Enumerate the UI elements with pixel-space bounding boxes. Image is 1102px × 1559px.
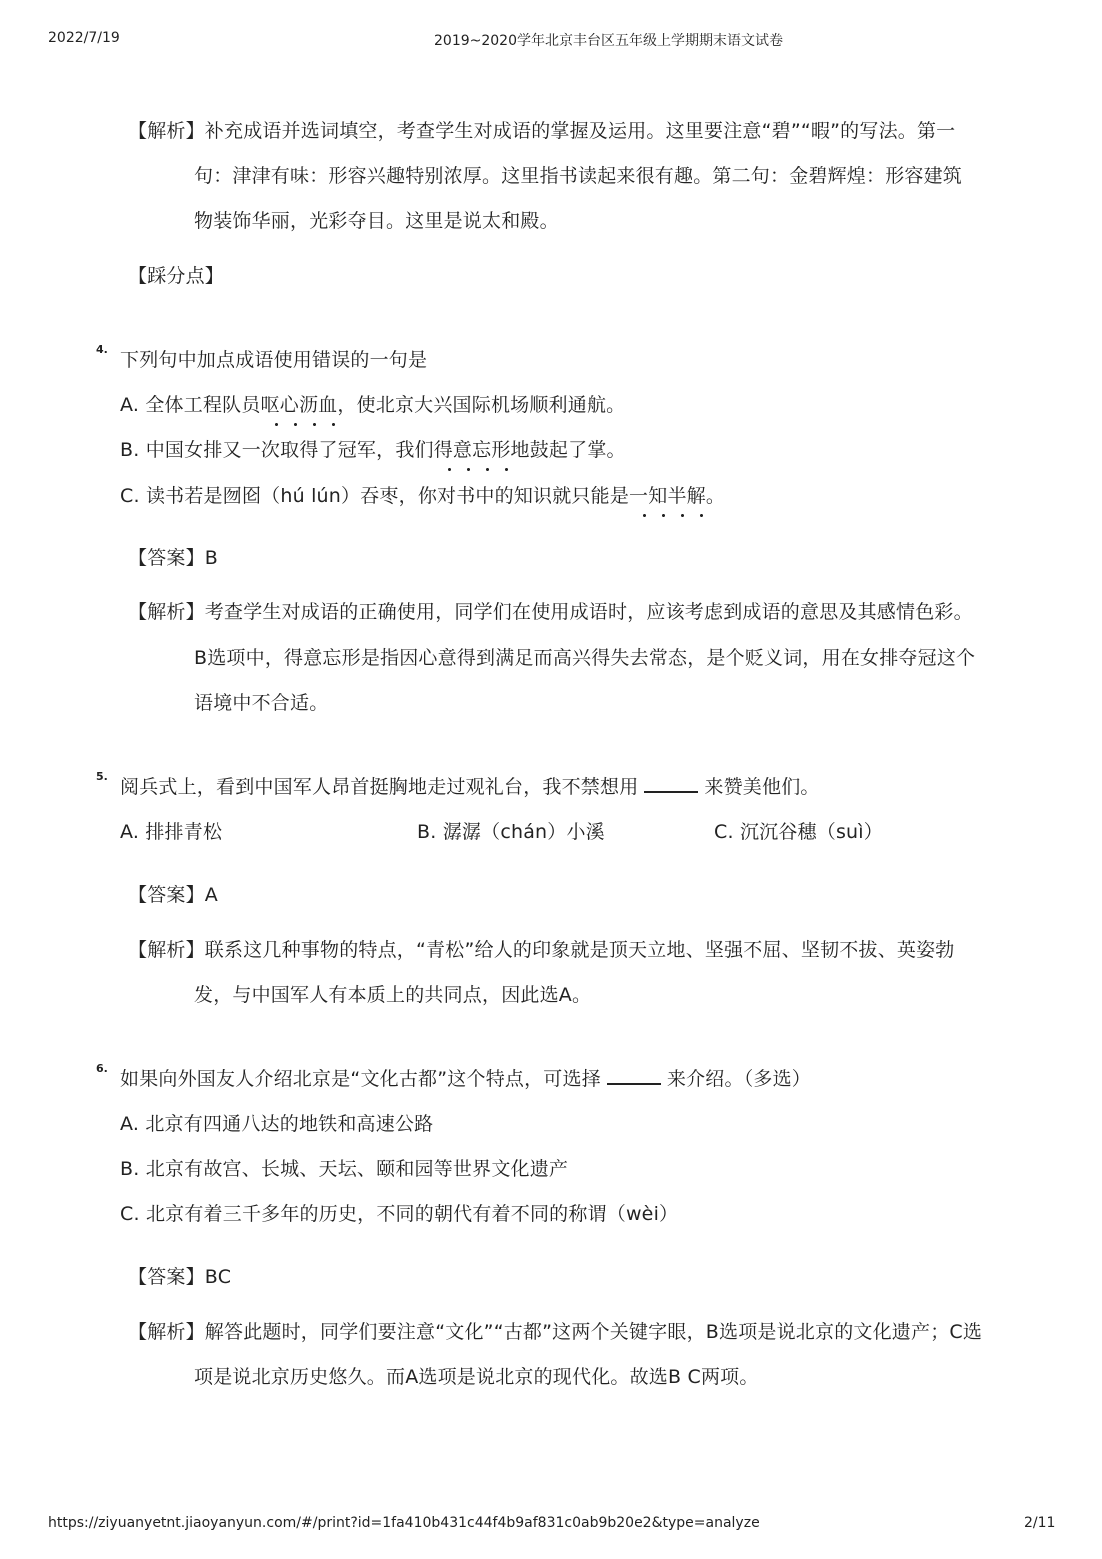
q5-option-c: C. 沉沉谷穗（suì） (714, 821, 883, 843)
q6-answer: 【答案】BC (128, 1266, 232, 1288)
q4-analysis-line-3: 语境中不合适。 (194, 692, 329, 714)
q4-option-a-idiom: 呕心沥血 (260, 394, 338, 416)
q4-stem: 下列句中加点成语使用错误的一句是 (120, 349, 428, 371)
q6-option-a: A. 北京有四通八达的地铁和高速公路 (120, 1113, 434, 1135)
page-number: 2/11 (1024, 1515, 1056, 1531)
q6-number: 6. (96, 1062, 108, 1075)
q5-analysis-line-2: 发，与中国军人有本质上的共同点，因此选A。 (194, 984, 592, 1006)
q6-fill-blank (607, 1069, 661, 1085)
q4-answer: 【答案】B (128, 547, 219, 569)
q6-stem-post: 来介绍。（多选） (666, 1068, 811, 1090)
q4-option-c (120, 481, 725, 508)
q4-option-b-text-post: 地鼓起了掌。 (510, 439, 626, 461)
q6-stem (120, 1064, 811, 1091)
q4-option-c-text-post: 。 (705, 485, 726, 507)
page-title: 2019~2020学年北京丰台区五年级上学期期末语文试卷 (434, 33, 783, 49)
q5-option-b: B. 潺潺（chán）小溪 (417, 821, 605, 843)
q6-stem-pre: 如果向外国友人介绍北京是“文化古都”这个特点，可选择 (120, 1068, 601, 1090)
footer-url[interactable]: https://ziyuanyetnt.jiaoyanyun.com/#/print?id=1fa410b431c44f4b9af831c0ab9b20e2&type=analyze (48, 1515, 760, 1531)
q3-scoring-points: 【踩分点】 (128, 265, 225, 287)
q4-option-b-idiom: 得意忘形 (433, 439, 511, 461)
q4-option-b-text-pre: B. 中国女排又一次取得了冠军，我们 (120, 439, 434, 461)
q4-option-a-text-post: ，使北京大兴国际机场顺利通航。 (337, 394, 626, 416)
q3-analysis-line-1: 【解析】补充成语并选词填空，考查学生对成语的掌握及运用。这里要注意“碧”“暇”的写法。第一 (128, 120, 956, 142)
q4-number: 4. (96, 343, 108, 356)
print-date: 2022/7/19 (48, 30, 120, 46)
q4-option-a (120, 390, 625, 417)
q6-option-b: B. 北京有故宫、长城、天坛、颐和园等世界文化遗产 (120, 1158, 569, 1180)
q4-option-c-idiom: 一知半解 (629, 485, 706, 507)
q4-option-b (120, 435, 626, 462)
q5-stem-pre: 阅兵式上，看到中国军人昂首挺胸地走过观礼台，我不禁想用 (120, 776, 639, 798)
q3-analysis-line-2: 句：津津有味：形容兴趣特别浓厚。这里指书读起来很有趣。第二句：金碧辉煌：形容建筑 (194, 165, 963, 187)
q5-option-a: A. 排排青松 (120, 821, 223, 843)
q6-analysis-line-2: 项是说北京历史悠久。而A选项是说北京的现代化。故选B C两项。 (194, 1366, 759, 1388)
q5-fill-blank (644, 777, 698, 793)
q5-stem-post: 来赞美他们。 (704, 776, 820, 798)
q5-analysis-line-1: 【解析】联系这几种事物的特点，“青松”给人的印象就是顶天立地、坚强不屈、坚韧不拔、英姿勃 (128, 939, 955, 961)
q4-analysis-line-2: B选项中，得意忘形是指因心意得到满足而高兴得失去常态，是个贬义词，用在女排夺冠这个 (194, 647, 976, 669)
q5-number: 5. (96, 770, 108, 783)
q4-analysis-line-1: 【解析】考查学生对成语的正确使用，同学们在使用成语时，应该考虑到成语的意思及其感情色彩。 (128, 601, 973, 623)
q5-answer: 【答案】A (128, 884, 218, 906)
q4-option-c-text-pre: C. 读书若是囫囵（hú lún）吞枣，你对书中的知识就只能是 (120, 485, 630, 507)
q6-analysis-line-1: 【解析】解答此题时，同学们要注意“文化”“古都”这两个关键字眼，B选项是说北京的文化遗产；C选 (128, 1321, 983, 1343)
q4-option-a-text-pre: A. 全体工程队员 (120, 394, 261, 416)
q6-option-c: C. 北京有着三千多年的历史，不同的朝代有着不同的称谓（wèi） (120, 1203, 679, 1225)
q3-analysis-line-3: 物装饰华丽，光彩夺目。这里是说太和殿。 (194, 210, 559, 232)
q5-stem (120, 772, 820, 799)
